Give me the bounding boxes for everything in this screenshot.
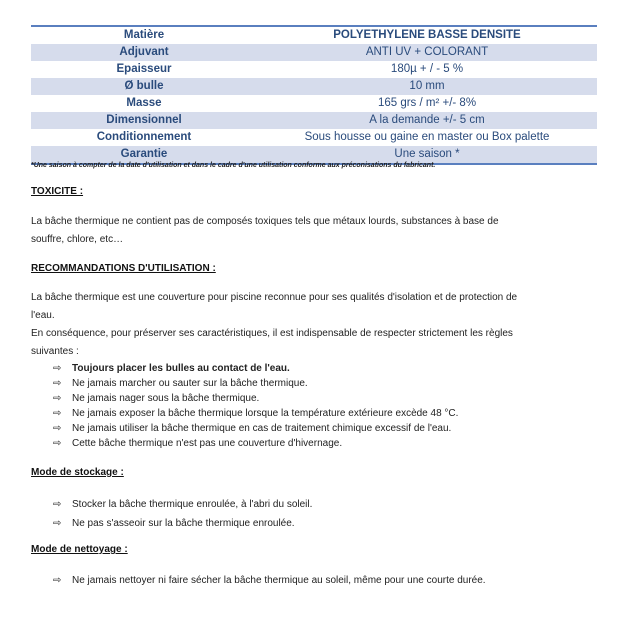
arrow-right-icon: ⇨	[53, 518, 62, 529]
arrow-right-icon: ⇨	[53, 393, 62, 404]
paragraph-line: suivantes :	[31, 346, 79, 357]
footnote: *Une saison à compter de la date d'utilisation et dans le cadre d'une utilisation conforme aux préconisations du fabricant.	[31, 162, 436, 169]
spec-label: Masse	[31, 95, 257, 112]
spec-row-masse	[31, 95, 597, 112]
spec-label: Dimensionnel	[31, 112, 257, 129]
recommandations-text	[31, 289, 517, 361]
spec-value: Sous housse ou gaine en master ou Box palette	[257, 129, 597, 146]
recommandations-list	[53, 361, 458, 451]
spec-label: Matière	[31, 26, 257, 44]
paragraph-line: La bâche thermique est une couverture pour piscine reconnue pour ses qualités d'isolation et de protection de	[31, 292, 518, 303]
list-item: ⇨ Cette bâche thermique n'est pas une couverture d'hivernage.	[53, 438, 343, 449]
list-item: ⇨ Toujours placer les bulles au contact de l'eau.	[53, 363, 290, 374]
list-item: ⇨ Ne jamais nettoyer ni faire sécher la bâche thermique au soleil, même pour une courte durée.	[53, 575, 486, 586]
arrow-right-icon: ⇨	[53, 575, 62, 586]
stockage-heading: Mode de stockage :	[31, 467, 124, 478]
nettoyage-list	[53, 573, 486, 588]
arrow-right-icon: ⇨	[53, 438, 62, 449]
spec-label: Adjuvant	[31, 44, 257, 61]
spec-value: ANTI UV + COLORANT	[257, 44, 597, 61]
spec-label: Epaisseur	[31, 61, 257, 78]
spec-table	[31, 25, 597, 165]
spec-row-epaisseur	[31, 61, 597, 78]
spec-row-matiere	[31, 26, 597, 44]
spec-value: A la demande +/- 5 cm	[257, 112, 597, 129]
spec-value: Une saison *	[257, 146, 597, 164]
spec-label: Conditionnement	[31, 129, 257, 146]
list-item: ⇨ Ne jamais nager sous la bâche thermique.	[53, 393, 260, 404]
spec-value: POLYETHYLENE BASSE DENSITE	[257, 26, 597, 44]
list-item: ⇨ Ne jamais utiliser la bâche thermique en cas de traitement chimique excessif de l'eau.	[53, 423, 452, 434]
spec-value: 165 grs / m² +/- 8%	[257, 95, 597, 112]
paragraph-line: La bâche thermique ne contient pas de composés toxiques tels que métaux lourds, substances à base de	[31, 216, 499, 227]
spec-row-bulle	[31, 78, 597, 95]
spec-row-dimensionnel	[31, 112, 597, 129]
paragraph-line: l'eau.	[31, 310, 55, 321]
spec-value: 10 mm	[257, 78, 597, 95]
arrow-right-icon: ⇨	[53, 423, 62, 434]
paragraph-line: souffre, chlore, etc…	[31, 234, 124, 245]
spec-label: Garantie	[31, 146, 257, 164]
arrow-right-icon: ⇨	[53, 408, 62, 419]
list-item: ⇨ Ne jamais marcher ou sauter sur la bâche thermique.	[53, 378, 308, 389]
toxicite-heading: TOXICITE :	[31, 186, 84, 197]
recommandations-heading: RECOMMANDATIONS D'UTILISATION :	[31, 263, 216, 274]
toxicite-text	[31, 213, 499, 249]
arrow-right-icon: ⇨	[53, 378, 62, 389]
nettoyage-heading: Mode de nettoyage :	[31, 544, 128, 555]
list-item: ⇨ Ne jamais exposer la bâche thermique lorsque la température extérieure excède 48 °C.	[53, 408, 459, 419]
spec-value: 180µ + / - 5 %	[257, 61, 597, 78]
stockage-list	[53, 495, 312, 533]
list-item: ⇨ Ne pas s'asseoir sur la bâche thermique enroulée.	[53, 514, 312, 533]
arrow-right-icon: ⇨	[53, 499, 62, 510]
spec-row-adjuvant	[31, 44, 597, 61]
paragraph-line: En conséquence, pour préserver ses caractéristiques, il est indispensable de respecter strictement les règles	[31, 328, 513, 339]
spec-label: Ø bulle	[31, 78, 257, 95]
arrow-right-icon: ⇨	[53, 363, 62, 374]
list-item: ⇨ Stocker la bâche thermique enroulée, à l'abri du soleil.	[53, 495, 312, 514]
spec-row-conditionnement	[31, 129, 597, 146]
